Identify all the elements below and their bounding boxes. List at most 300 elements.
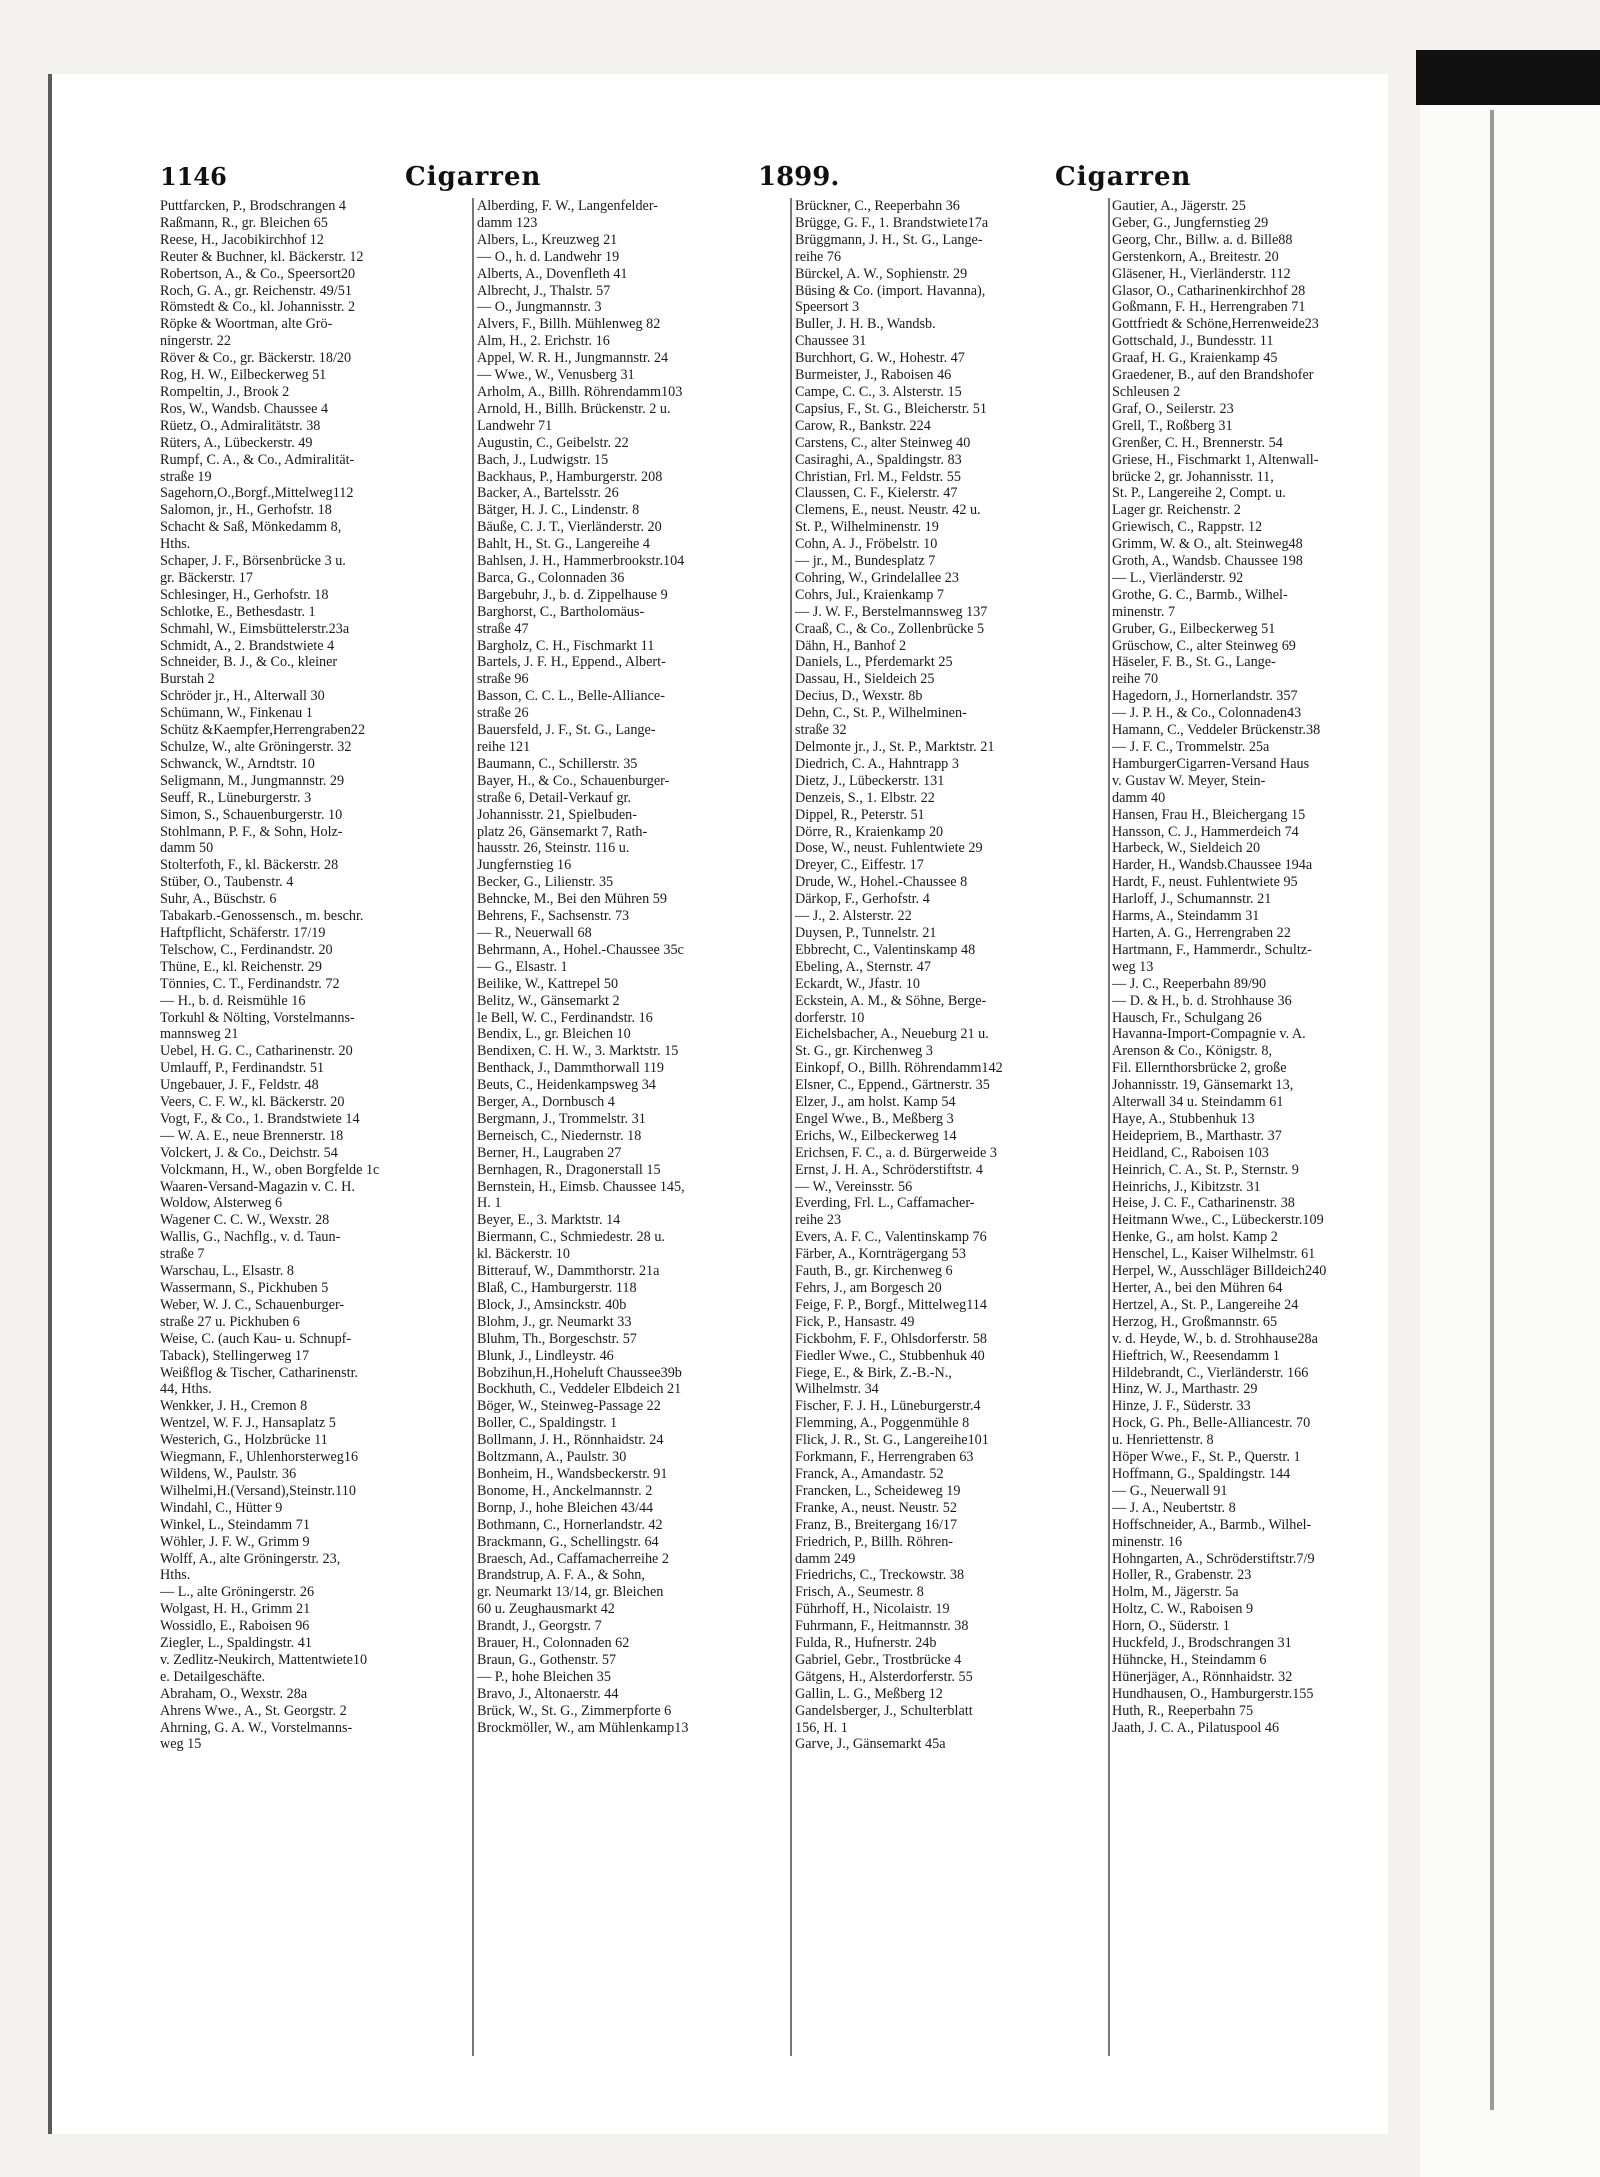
directory-entry-line: Bahlsen, J. H., Hammerbrookstr.104 [477, 553, 685, 570]
directory-entry-line: damm 40 [1112, 789, 1166, 806]
directory-entry-line: Fehrs, J., am Borgesch 20 [795, 1280, 942, 1296]
directory-entry-line: Bartels, J. F. H., Eppend., Albert- [477, 654, 666, 671]
directory-entry-line: Brück, W., St. G., Zimmerpforte 6 [477, 1702, 672, 1719]
directory-entry-line: Campe, C. C., 3. Alsterstr. 15 [795, 383, 962, 400]
directory-entry-line: Dassau, H., Sieldeich 25 [795, 671, 935, 688]
directory-entry-line: St. P., Langereihe 2, Compt. u. [1112, 485, 1286, 502]
directory-entry-line: Höper Wwe., F., St. P., Querstr. 1 [1112, 1449, 1301, 1466]
directory-entry-line: Bothmann, C., Hornerlandstr. 42 [477, 1516, 663, 1533]
directory-entry-line: Haye, A., Stubbenhuk 13 [1112, 1110, 1255, 1127]
directory-entry-line: Brauer, H., Colonnaden 62 [477, 1635, 630, 1652]
directory-entry-line: Ebeling, A., Sternstr. 47 [795, 958, 931, 975]
directory-entry-line: Christian, Frl. M., Feldstr. 55 [795, 468, 961, 485]
directory-entry-line: kl. Bäckerstr. 10 [477, 1246, 570, 1263]
directory-entry-line: Gruber, G., Eilbeckerweg 51 [1112, 620, 1276, 637]
directory-entry-line: Wentzel, W. F. J., Hansaplatz 5 [160, 1415, 336, 1432]
directory-entry-line: Burmeister, J., Raboisen 46 [795, 367, 952, 384]
directory-entry-line: Claussen, C. F., Kielerstr. 47 [795, 485, 958, 502]
directory-entry-line: Bäuße, C. J. T., Vierländerstr. 20 [477, 519, 662, 536]
directory-entry-line: Groth, A., Wandsb. Chaussee 198 [1112, 553, 1303, 570]
directory-entry-line: straße 26 [477, 705, 529, 722]
directory-entry-line: Grothe, G. C., Barmb., Wilhel- [1112, 586, 1288, 603]
directory-entry-line: Ahrens Wwe., A., St. Georgstr. 2 [160, 1702, 347, 1719]
directory-entry-line: straße 6, Detail-Verkauf gr. [477, 789, 632, 806]
directory-entry-line: Wenkker, J. H., Cremon 8 [160, 1398, 308, 1415]
directory-entry-line: Brackmann, G., Schellingstr. 64 [477, 1533, 659, 1550]
directory-entry-line: — W., Vereinsstr. 56 [795, 1178, 913, 1195]
directory-entry-line: Brandstrup, A. F. A., & Sohn, [477, 1567, 645, 1584]
directory-entry-line: Drude, W., Hohel.-Chaussee 8 [795, 874, 968, 891]
directory-entry-line: Dähn, H., Banhof 2 [795, 637, 907, 654]
directory-entry-line: Heidepriem, B., Marthastr. 37 [1112, 1127, 1282, 1144]
directory-entry-line: Heidland, C., Raboisen 103 [1112, 1144, 1269, 1161]
directory-entry-line: reihe 23 [795, 1212, 842, 1229]
directory-entry-line: — D. & H., b. d. Strohhause 36 [1112, 992, 1292, 1009]
directory-entry-line: Schneider, B. J., & Co., kleiner [160, 654, 338, 671]
directory-entry-line: Hausch, Fr., Schulgang 26 [1112, 1009, 1262, 1026]
directory-entry-line: Bernstein, H., Eimsb. Chaussee 145, [477, 1178, 685, 1195]
directory-entry-line: Fil. Ellernthorsbrücke 2, große [1112, 1060, 1287, 1077]
directory-entry-line: Bernhagen, R., Dragonerstall 15 [477, 1161, 661, 1178]
directory-entry-line: hausstr. 26, Steinstr. 116 u. [477, 840, 630, 857]
directory-entry-line: Alterwall 34 u. Steindamm 61 [1112, 1094, 1284, 1111]
directory-entry-line: Burstah 2 [160, 671, 215, 688]
directory-entry-line: Schütz &Kaempfer,Herrengraben22 [160, 722, 366, 739]
directory-entry-line: Franz, B., Breitergang 16/17 [795, 1516, 958, 1533]
directory-entry-line: Hths. [160, 1567, 191, 1584]
directory-entry-line: Wöhler, J. F. W., Grimm 9 [160, 1533, 310, 1550]
directory-entry-line: — W. A. E., neue Brennerstr. 18 [160, 1127, 344, 1144]
directory-entry-line: Ebbrecht, C., Valentinskamp 48 [795, 941, 976, 958]
directory-entry-line: Henschel, L., Kaiser Wilhelmstr. 61 [1112, 1246, 1316, 1263]
directory-entry-line: Reuter & Buchner, kl. Bäckerstr. 12 [160, 248, 364, 265]
directory-entry-line: Veers, C. F. W., kl. Bäckerstr. 20 [160, 1094, 345, 1111]
directory-entry-line: Eckstein, A. M., & Söhne, Berge- [795, 992, 987, 1009]
directory-entry-line: Decius, D., Wexstr. 8b [795, 688, 923, 705]
directory-entry-line: Bollmann, J. H., Rönnhaidstr. 24 [477, 1432, 664, 1449]
directory-entry-line: St. P., Wilhelminenstr. 19 [795, 519, 939, 536]
directory-entry-line: Gottfriedt & Schöne,Herrenweide23 [1112, 316, 1319, 333]
directory-entry-line: Rüters, A., Lübeckerstr. 49 [160, 434, 313, 451]
directory-entry-line: Hühncke, H., Steindamm 6 [1112, 1651, 1267, 1668]
directory-entry-line: Delmonte jr., J., St. P., Marktstr. 21 [795, 739, 995, 755]
directory-entry-line: reihe 70 [1112, 671, 1159, 688]
directory-entry-line: Becker, G., Lilienstr. 35 [477, 874, 614, 891]
directory-entry-line: Brückner, C., Reeperbahn 36 [795, 198, 960, 214]
directory-entry-line: Hagedorn, J., Hornerlandstr. 357 [1112, 688, 1298, 705]
directory-entry-line: — J. C., Reeperbahn 89/90 [1112, 975, 1267, 992]
directory-entry-line: Tabakarb.-Genossensch., m. beschr. [160, 908, 364, 925]
directory-entry-line: Weißflog & Tischer, Catharinenstr. [160, 1364, 359, 1381]
directory-entry-line: Dippel, R., Peterstr. 51 [795, 806, 925, 823]
directory-entry-line: Eichelsbacher, A., Neueburg 21 u. [795, 1026, 989, 1043]
directory-entry-line: Basson, C. C. L., Belle-Alliance- [477, 688, 665, 705]
directory-entry-line: Friedrich, P., Billh. Röhren- [795, 1533, 954, 1550]
directory-entry-line: Brandt, J., Georgstr. 7 [477, 1618, 602, 1635]
directory-entry-line: Bargebuhr, J., b. d. Zippelhause 9 [477, 586, 668, 603]
directory-entry-line: Waaren-Versand-Magazin v. C. H. [160, 1178, 355, 1195]
directory-entry-line: Bendix, L., gr. Bleichen 10 [477, 1026, 631, 1043]
directory-entry-line: Wilhelmi,H.(Versand),Steinstr.110 [160, 1482, 356, 1499]
directory-entry-line: Alm, H., 2. Erichstr. 16 [477, 333, 610, 350]
directory-entry-line: Fiege, E., & Birk, Z.-B.-N., [795, 1364, 952, 1381]
directory-entry-line: Clemens, E., neust. Neustr. 42 u. [795, 502, 981, 519]
directory-entry-line: Johannisstr. 19, Gänsemarkt 13, [1112, 1077, 1294, 1094]
directory-entry-line: Hartmann, F., Hammerdr., Schultz- [1112, 941, 1312, 958]
directory-entry-line: Ahrning, G. A. W., Vorstelmanns- [160, 1719, 353, 1736]
directory-entry-line: dorferstr. 10 [795, 1009, 865, 1026]
directory-entry-line: Hieftrich, W., Reesendamm 1 [1112, 1347, 1280, 1364]
directory-entry-line: Stohlmann, P. F., & Sohn, Holz- [160, 823, 343, 840]
directory-entry-line: Dehn, C., St. P., Wilhelminen- [795, 705, 967, 722]
directory-entry-line: Flick, J. R., St. G., Langereihe101 [795, 1432, 989, 1449]
directory-entry-line: Huckfeld, J., Brodschrangen 31 [1112, 1635, 1292, 1652]
directory-entry-line: Hünerjäger, A., Rönnhaidstr. 32 [1112, 1668, 1293, 1685]
directory-entry-line: platz 26, Gänsemarkt 7, Rath- [477, 823, 648, 840]
directory-entry-line: Hoffmann, G., Spaldingstr. 144 [1112, 1465, 1291, 1482]
directory-entry-line: Landwehr 71 [477, 417, 553, 434]
directory-entry-line: Gautier, A., Jägerstr. 25 [1112, 198, 1246, 214]
directory-entry-line: — L., Vierländerstr. 92 [1112, 569, 1244, 586]
directory-entry-line: 60 u. Zeughausmarkt 42 [477, 1601, 615, 1618]
directory-entry-line: straße 7 [160, 1246, 205, 1263]
directory-entry-line: Schmahl, W., Eimsbüttelerstr.23a [160, 620, 350, 637]
directory-entry-line: Schmidt, A., 2. Brandstwiete 4 [160, 637, 335, 654]
directory-entry-line: Fauth, B., gr. Kirchenweg 6 [795, 1263, 953, 1280]
directory-entry-line: straße 96 [477, 671, 529, 688]
directory-entry-line: Holler, R., Grabenstr. 23 [1112, 1567, 1252, 1584]
directory-entry-line: Flemming, A., Poggenmühle 8 [795, 1415, 970, 1432]
directory-entry-line: Bitterauf, W., Dammthorstr. 21a [477, 1263, 660, 1280]
column-1 [160, 198, 466, 2078]
directory-entry-line: Block, J., Amsinckstr. 40b [477, 1296, 627, 1313]
directory-entry-line: Baumann, C., Schillerstr. 35 [477, 755, 638, 772]
directory-entry-line: — L., alte Gröningerstr. 26 [160, 1584, 315, 1601]
directory-entry-line: — P., hohe Bleichen 35 [477, 1668, 611, 1685]
directory-entry-line: Bergmann, J., Trommelstr. 31 [477, 1110, 646, 1127]
directory-entry-line: Hoffschneider, A., Barmb., Wilhel- [1112, 1516, 1312, 1533]
directory-entry-line: Carow, R., Bankstr. 224 [795, 417, 931, 434]
directory-entry-line: Wolff, A., alte Gröningerstr. 23, [160, 1550, 341, 1567]
directory-entry-line: Weber, W. J. C., Schauenburger- [160, 1296, 345, 1313]
directory-entry-line: Hths. [160, 536, 191, 553]
directory-entry-line: Barca, G., Colonnaden 36 [477, 569, 625, 586]
directory-entry-line: Woldow, Alsterweg 6 [160, 1195, 283, 1212]
directory-entry-line: Feige, F. P., Borgf., Mittelweg114 [795, 1296, 987, 1313]
page-header [100, 162, 1400, 202]
directory-entry-line: Telschow, C., Ferdinandstr. 20 [160, 941, 333, 958]
directory-entry-line: Weise, C. (auch Kau- u. Schnupf- [160, 1330, 352, 1347]
directory-entry-line: Röpke & Woortman, alte Grö- [160, 316, 333, 333]
directory-entry-line: Seuff, R., Lüneburgerstr. 3 [160, 789, 312, 806]
directory-entry-line: Führhoff, H., Nicolaistr. 19 [795, 1601, 950, 1618]
directory-entry-line: Beyer, E., 3. Marktstr. 14 [477, 1212, 621, 1229]
directory-entry-line: Ros, W., Wandsb. Chaussee 4 [160, 400, 329, 417]
directory-entry-line: Volckert, J. & Co., Deichstr. 54 [160, 1144, 338, 1161]
directory-entry-line: brücke 2, gr. Johannisstr. 11, [1112, 468, 1274, 485]
directory-entry-line: Römstedt & Co., kl. Johannisstr. 2 [160, 299, 356, 316]
directory-entry-line: Umlauff, P., Ferdinandstr. 51 [160, 1060, 325, 1077]
directory-entry-line: Gandelsberger, J., Schulterblatt [795, 1702, 973, 1719]
directory-entry-line: Frisch, A., Seumestr. 8 [795, 1584, 924, 1601]
directory-entry-line: gr. Bäckerstr. 17 [160, 569, 253, 586]
directory-entry-line: Fickbohm, F. F., Ohlsdorferstr. 58 [795, 1330, 988, 1347]
directory-entry-line: Bockhuth, C., Veddeler Elbdeich 21 [477, 1381, 682, 1398]
directory-entry-line: Francken, L., Scheideweg 19 [795, 1482, 961, 1499]
directory-entry-line: Puttfarcken, P., Brodschrangen 4 [160, 198, 346, 214]
directory-entry-line: — J. A., Neubertstr. 8 [1112, 1499, 1236, 1516]
directory-entry-line: Rompeltin, J., Brook 2 [160, 383, 290, 400]
directory-entry-line: Grimm, W. & O., alt. Steinweg48 [1112, 536, 1303, 553]
directory-entry-line: minenstr. 7 [1112, 603, 1176, 620]
directory-entry-line: Engel Wwe., B., Meßberg 3 [795, 1110, 954, 1127]
directory-columns [160, 198, 1400, 2078]
directory-entry-line: HamburgerCigarren-Versand Haus [1112, 755, 1310, 772]
directory-entry-line: Fick, P., Hansastr. 49 [795, 1313, 915, 1330]
directory-entry-line: Wossidlo, E., Raboisen 96 [160, 1618, 310, 1635]
directory-entry-line: — H., b. d. Reismühle 16 [160, 992, 306, 1009]
directory-entry-line: straße 32 [795, 722, 847, 739]
directory-entry-line: Tönnies, C. T., Ferdinandstr. 72 [160, 975, 340, 992]
directory-entry-line: Seligmann, M., Jungmannstr. 29 [160, 772, 345, 789]
directory-entry-line: Griewisch, C., Rappstr. 12 [1112, 519, 1263, 536]
directory-entry-line: Büsing & Co. (import. Havanna), [795, 282, 986, 299]
directory-entry-line: Wildens, W., Paulstr. 36 [160, 1465, 297, 1482]
directory-entry-line: Häseler, F. B., St. G., Lange- [1112, 654, 1276, 671]
directory-entry-line: Fuhrmann, F., Heitmannstr. 38 [795, 1618, 969, 1635]
directory-entry-line: Beuts, C., Heidenkampsweg 34 [477, 1077, 656, 1094]
directory-entry-line: Brügge, G. F., 1. Brandstwiete17a [795, 214, 989, 231]
directory-entry-line: Uebel, H. G. C., Catharinenstr. 20 [160, 1043, 353, 1060]
directory-entry-line: Schaper, J. F., Börsenbrücke 3 u. [160, 553, 346, 570]
directory-entry-line: Bauersfeld, J. F., St. G., Lange- [477, 722, 656, 739]
directory-entry-line: Robertson, A., & Co., Speersort20 [160, 265, 356, 282]
directory-entry-line: Bahlt, H., St. G., Langereihe 4 [477, 536, 650, 553]
directory-entry-line: Franck, A., Amandastr. 52 [795, 1465, 944, 1482]
directory-entry-line: Därkop, F., Gerhofstr. 4 [795, 891, 930, 908]
directory-entry-line: gr. Neumarkt 13/14, gr. Bleichen [477, 1584, 664, 1601]
directory-entry-line: H. 1 [477, 1195, 502, 1212]
directory-entry-line: Fischer, F. J. H., Lüneburgerstr.4 [795, 1398, 981, 1415]
directory-entry-line: Behncke, M., Bei den Mühren 59 [477, 891, 667, 908]
directory-entry-line: Capsius, F., St. G., Bleicherstr. 51 [795, 400, 987, 417]
directory-entry-line: reihe 121 [477, 739, 531, 755]
directory-entry-line: Alvers, F., Billh. Mühlenweg 82 [477, 316, 661, 333]
directory-entry-line: Taback), Stellingerweg 17 [160, 1347, 310, 1364]
directory-entry-line: Bürckel, A. W., Sophienstr. 29 [795, 265, 968, 282]
directory-entry-line: Gläsener, H., Vierländerstr. 112 [1112, 265, 1291, 282]
directory-entry-line: St. G., gr. Kirchenweg 3 [795, 1043, 933, 1060]
directory-entry-line: Wiegmann, F., Uhlenhorsterweg16 [160, 1449, 359, 1466]
directory-entry-line: Alberding, F. W., Langenfelder- [477, 198, 658, 214]
directory-entry-line: Georg, Chr., Billw. a. d. Bille88 [1112, 231, 1293, 248]
directory-entry-line: Wallis, G., Nachflg., v. d. Taun- [160, 1229, 341, 1246]
directory-entry-line: Berner, H., Laugraben 27 [477, 1144, 622, 1161]
directory-entry-line: Albrecht, J., Thalstr. 57 [477, 282, 611, 299]
directory-entry-line: Alberts, A., Dovenfleth 41 [477, 265, 628, 282]
page-number: 1146 [160, 162, 227, 191]
directory-entry-line: — Wwe., W., Venusberg 31 [477, 367, 635, 384]
directory-entry-line: e. Detailgeschäfte. [160, 1668, 266, 1685]
directory-entry-line: 156, H. 1 [795, 1719, 848, 1736]
directory-entry-line: Böger, W., Steinweg-Passage 22 [477, 1398, 661, 1415]
directory-entry-line: Harms, A., Steindamm 31 [1112, 908, 1260, 925]
directory-entry-line: Ernst, J. H. A., Schröderstiftstr. 4 [795, 1161, 983, 1178]
directory-entry-line: Winkel, L., Steindamm 71 [160, 1516, 310, 1533]
directory-entry-line: Hildebrandt, C., Vierländerstr. 166 [1112, 1364, 1309, 1381]
directory-entry-line: Harten, A. G., Herrengraben 22 [1112, 924, 1291, 941]
directory-entry-line: Belitz, W., Gänsemarkt 2 [477, 992, 620, 1009]
directory-entry-line: Behrens, F., Sachsenstr. 73 [477, 908, 630, 925]
directory-entry-line: Bravo, J., Altonaerstr. 44 [477, 1685, 619, 1702]
directory-entry-line: Cohrs, Jul., Kraienkamp 7 [795, 586, 944, 603]
column-3 [795, 198, 1101, 2078]
directory-entry-line: Bätger, H. J. C., Lindenstr. 8 [477, 502, 640, 519]
directory-entry-line: minenstr. 16 [1112, 1533, 1183, 1550]
directory-entry-line: Duysen, P., Tunnelstr. 21 [795, 924, 937, 941]
directory-entry-line: Buller, J. H. B., Wandsb. [795, 316, 936, 333]
directory-entry-line: Heinrichs, J., Kibitzstr. 31 [1112, 1178, 1261, 1195]
directory-entry-line: straße 19 [160, 468, 212, 485]
directory-entry-line: Everding, Frl. L., Caffamacher- [795, 1195, 975, 1212]
directory-entry-line: Hohngarten, A., Schröderstiftstr.7/9 [1112, 1550, 1315, 1567]
directory-entry-line: Bonome, H., Anckelmannstr. 2 [477, 1482, 653, 1499]
directory-entry-line: Beilike, W., Kattrepel 50 [477, 975, 619, 992]
directory-entry-line: 44, Hths. [160, 1381, 212, 1398]
directory-entry-line: Hansen, Frau H., Bleichergang 15 [1112, 806, 1306, 823]
directory-entry-line: Dose, W., neust. Fuhlentwiete 29 [795, 840, 983, 857]
directory-entry-line: Gottschald, J., Bundesstr. 11 [1112, 333, 1274, 350]
directory-entry-line: Schlotke, E., Bethesdastr. 1 [160, 603, 316, 620]
directory-entry-line: Volckmann, H., W., oben Borgfelde 1c [160, 1161, 380, 1178]
directory-entry-line: Brüggmann, J. H., St. G., Lange- [795, 231, 983, 248]
directory-entry-line: Grüschow, C., alter Steinweg 69 [1112, 637, 1296, 654]
directory-entry-line: straße 47 [477, 620, 529, 637]
directory-entry-line: Hinze, J. F., Süderstr. 33 [1112, 1398, 1251, 1415]
directory-entry-line: Schlesinger, H., Gerhofstr. 18 [160, 586, 329, 603]
directory-entry-line: Geber, G., Jungfernstieg 29 [1112, 214, 1269, 231]
directory-entry-line: Dörre, R., Kraienkamp 20 [795, 823, 944, 840]
directory-entry-line: Schacht & Saß, Mönkedamm 8, [160, 519, 342, 536]
scan-border-strip [1416, 50, 1600, 105]
directory-entry-line: Gabriel, Gebr., Trostbrücke 4 [795, 1651, 962, 1668]
directory-entry-line: Gerstenkorn, A., Breitestr. 20 [1112, 248, 1279, 265]
directory-entry-line: — J. F. C., Trommelstr. 25a [1112, 739, 1270, 755]
directory-entry-line: Thüne, E., kl. Reichenstr. 29 [160, 958, 322, 975]
directory-entry-line: Franke, A., neust. Neustr. 52 [795, 1499, 957, 1516]
directory-entry-line: Forkmann, F., Herrengraben 63 [795, 1449, 974, 1466]
directory-entry-line: Braesch, Ad., Caffamacherreihe 2 [477, 1550, 669, 1567]
directory-entry-line: Reese, H., Jacobikirchhof 12 [160, 231, 324, 248]
directory-entry-line: Albers, L., Kreuzweg 21 [477, 231, 618, 248]
directory-entry-line: Bayer, H., & Co., Schauenburger- [477, 772, 670, 789]
directory-entry-line: damm 249 [795, 1550, 856, 1567]
directory-entry-line: Westerich, G., Holzbrücke 11 [160, 1432, 328, 1449]
directory-entry-line: Gätgens, H., Alsterdorferstr. 55 [795, 1668, 973, 1685]
directory-entry-line: u. Henriettenstr. 8 [1112, 1432, 1214, 1449]
directory-entry-line: v. Zedlitz-Neukirch, Mattentwiete10 [160, 1651, 368, 1668]
directory-entry-line: Rumpf, C. A., & Co., Admiralität- [160, 451, 355, 468]
directory-entry-line: Röver & Co., gr. Bäckerstr. 18/20 [160, 350, 352, 367]
directory-entry-line: ningerstr. 22 [160, 333, 231, 350]
directory-entry-line: Boltzmann, A., Paulstr. 30 [477, 1449, 627, 1466]
directory-entry-line: Herzog, H., Großmannstr. 65 [1112, 1313, 1278, 1330]
directory-entry-line: Ungebauer, J. F., Feldstr. 48 [160, 1077, 319, 1094]
directory-entry-line: Hertzel, A., St. P., Langereihe 24 [1112, 1296, 1299, 1313]
directory-entry-line: Bonheim, H., Wandsbeckerstr. 91 [477, 1465, 668, 1482]
directory-entry-line: Graaf, H. G., Kraienkamp 45 [1112, 350, 1278, 367]
directory-entry-line: Arholm, A., Billh. Röhrendamm103 [477, 383, 683, 400]
directory-entry-line: straße 27 u. Pickhuben 6 [160, 1313, 300, 1330]
directory-entry-line: Evers, A. F. C., Valentinskamp 76 [795, 1229, 987, 1246]
directory-entry-line: Boller, C., Spaldingstr. 1 [477, 1415, 618, 1432]
column-2 [477, 198, 783, 2078]
directory-entry-line: Fiedler Wwe., C., Stubbenhuk 40 [795, 1347, 985, 1364]
directory-entry-line: Behrmann, A., Hohel.-Chaussee 35c [477, 941, 684, 958]
directory-entry-line: — jr., M., Bundesplatz 7 [795, 553, 936, 570]
section-title-right: Cigarren [1055, 162, 1192, 192]
directory-entry-line: Vogt, F., & Co., 1. Brandstwiete 14 [160, 1110, 360, 1127]
directory-entry-line: Cohring, W., Grindelallee 23 [795, 569, 959, 586]
directory-entry-line: Daniels, L., Pferdemarkt 25 [795, 654, 953, 671]
directory-entry-line: Torkuhl & Nölting, Vorstelmanns- [160, 1009, 355, 1026]
directory-entry-line: Harbeck, W., Sieldeich 20 [1112, 840, 1261, 857]
directory-entry-line: Huth, R., Reeperbahn 75 [1112, 1702, 1254, 1719]
directory-entry-line: Eckardt, W., Jfastr. 10 [795, 975, 920, 992]
directory-entry-line: reihe 76 [795, 248, 842, 265]
directory-entry-line: Schröder jr., H., Alterwall 30 [160, 688, 325, 705]
directory-entry-line: le Bell, W. C., Ferdinandstr. 16 [477, 1009, 653, 1026]
directory-entry-line: Elsner, C., Eppend., Gärtnerstr. 35 [795, 1077, 990, 1094]
directory-entry-line: Bach, J., Ludwigstr. 15 [477, 451, 609, 468]
directory-entry-line: Schwanck, W., Arndtstr. 10 [160, 755, 315, 772]
directory-entry-line: Berger, A., Dornbusch 4 [477, 1094, 615, 1111]
directory-entry-line: Bornp, J., hohe Bleichen 43/44 [477, 1499, 654, 1516]
directory-entry-line: weg 13 [1112, 958, 1154, 975]
directory-entry-line: v. Gustav W. Meyer, Stein- [1112, 772, 1266, 789]
directory-entry-line: Wilhelmstr. 34 [795, 1381, 879, 1398]
directory-entry-line: Ziegler, L., Spaldingstr. 41 [160, 1635, 312, 1652]
column-4 [1112, 198, 1418, 2078]
directory-entry-line: Glasor, O., Catharinenkirchhof 28 [1112, 282, 1306, 299]
directory-entry-line: Brockmöller, W., am Mühlenkamp13 [477, 1719, 689, 1736]
directory-entry-line: Braun, G., Gothenstr. 57 [477, 1651, 617, 1668]
directory-entry-line: v. d. Heyde, W., b. d. Strohhause28a [1112, 1330, 1318, 1347]
directory-entry-line: Bargholz, C. H., Fischmarkt 11 [477, 637, 655, 654]
directory-entry-line: — G., Neuerwall 91 [1112, 1482, 1228, 1499]
directory-entry-line: Backer, A., Bartelsstr. 26 [477, 485, 619, 502]
directory-entry-line: Stüber, O., Taubenstr. 4 [160, 874, 294, 891]
directory-entry-line: Havanna-Import-Compagnie v. A. [1112, 1026, 1306, 1043]
directory-entry-line: Augustin, C., Geibelstr. 22 [477, 434, 629, 451]
directory-entry-line: Grell, T., Roßberg 31 [1112, 417, 1233, 434]
directory-entry-line: — G., Elsastr. 1 [477, 958, 568, 975]
directory-entry-line: Wassermann, S., Pickhuben 5 [160, 1280, 329, 1296]
directory-entry-line: damm 123 [477, 214, 538, 231]
directory-entry-line: damm 50 [160, 840, 214, 857]
directory-entry-line: Fulda, R., Hufnerstr. 24b [795, 1635, 937, 1652]
directory-entry-line: Wagener C. C. W., Wexstr. 28 [160, 1212, 330, 1229]
directory-entry-line: Abraham, O., Wexstr. 28a [160, 1685, 308, 1702]
directory-entry-line: mannsweg 21 [160, 1026, 239, 1043]
directory-entry-line: Grenßer, C. H., Brennerstr. 54 [1112, 434, 1283, 451]
directory-entry-line: — J. W. F., Berstelmannsweg 137 [795, 603, 988, 620]
next-page-edge [1420, 50, 1600, 2177]
directory-entry-line: Hardt, F., neust. Fuhlentwiete 95 [1112, 874, 1298, 891]
directory-entry-line: Bobzihun,H.,Hoheluft Chaussee39b [477, 1364, 682, 1381]
directory-entry-line: Blaß, C., Hamburgerstr. 118 [477, 1280, 637, 1296]
directory-entry-line: Rüetz, O., Admiralitätstr. 38 [160, 417, 321, 434]
